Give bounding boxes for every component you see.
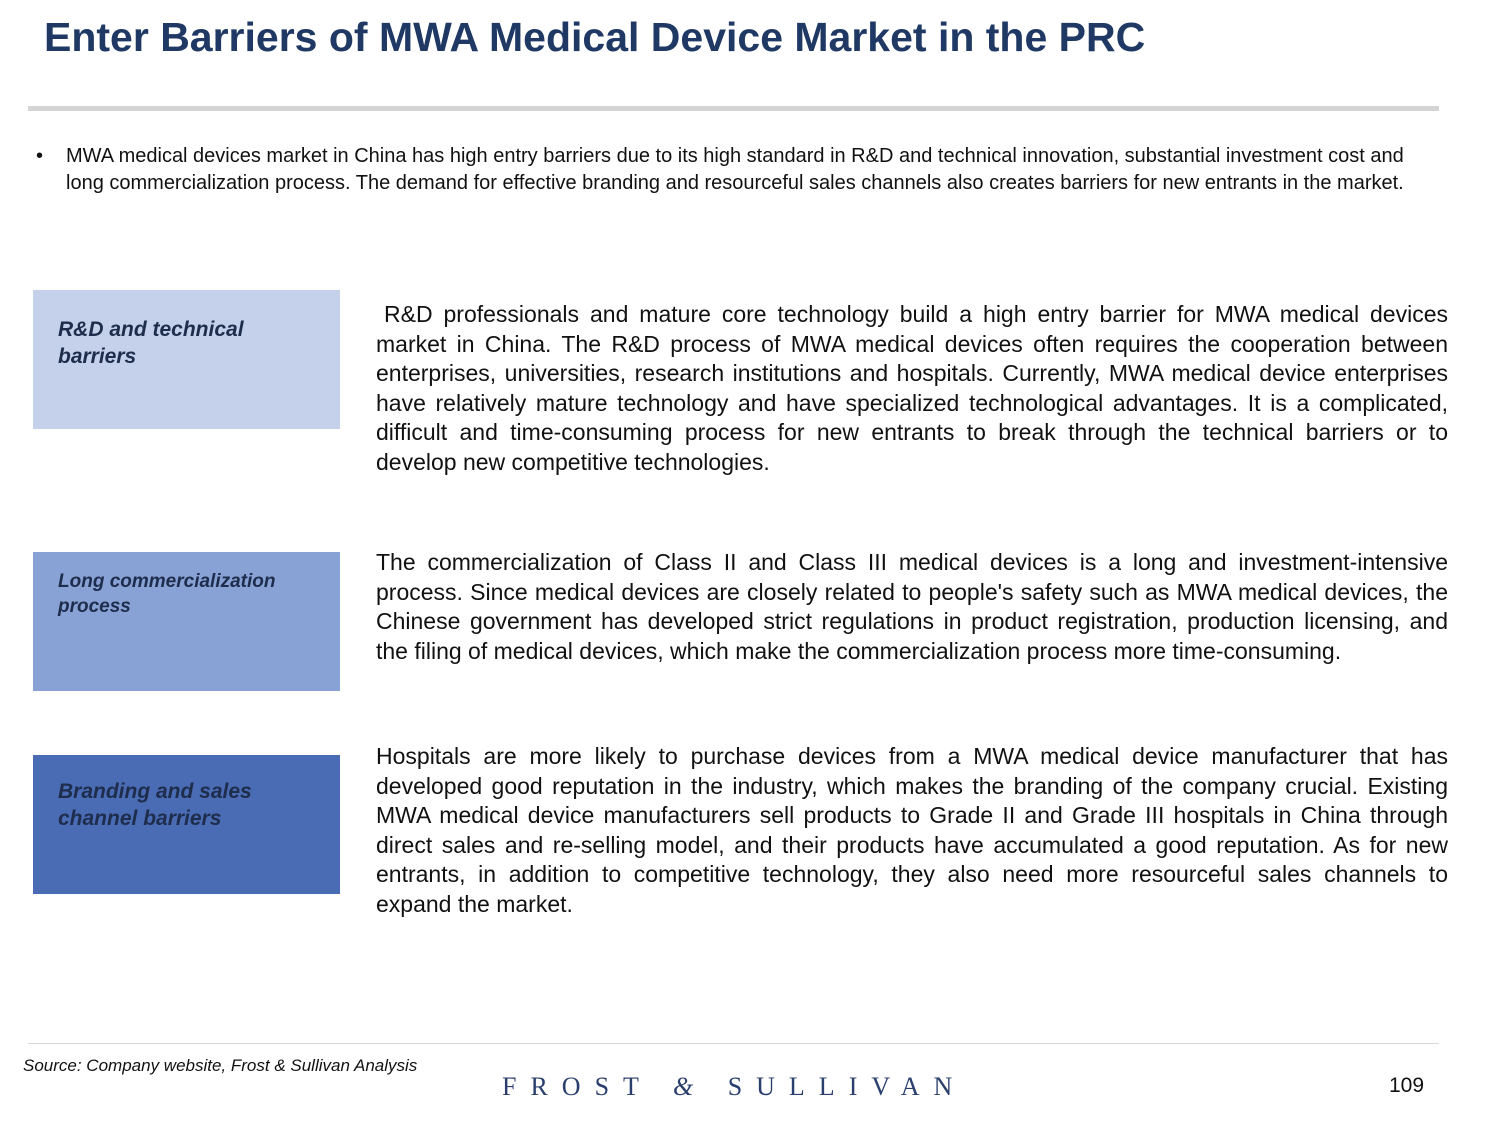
barrier-description-branding-sales: Hospitals are more likely to purchase devices from a MWA medical device manufacturer that has developed good reputation in the industry, which makes the branding of the company crucial. Existing MWA medical device manufacturers sell products to Grade II and Grade III hospitals in China through direct sales and re-selling model, and their products have accumulated a good reputation. As for new entrants, in addition to competitive technology, they also need more resourceful sales channels to expand the market. bbox=[376, 743, 1448, 917]
brand-ampersand: & bbox=[672, 1072, 708, 1101]
barrier-label-commercialization: Long commercialization process bbox=[33, 552, 340, 691]
intro-paragraph bbox=[36, 143, 1426, 197]
page-number: 109 bbox=[1389, 1074, 1425, 1097]
brand-word-sullivan: SULLIVAN bbox=[727, 1072, 967, 1101]
source-note: Source: Company website, Frost & Sullivan Analysis bbox=[23, 1056, 418, 1075]
barrier-label-rd-technical: R&D and technical barriers bbox=[33, 290, 340, 429]
frost-sullivan-logo bbox=[502, 1072, 966, 1102]
intro-text: MWA medical devices market in China has high entry barriers due to its high standard in R&D and technical innovation, substantial investment cost and long commercialization process. The demand for effective branding and resourceful sales channels also creates barriers for new entrants in the market. bbox=[66, 145, 1404, 194]
footer-divider bbox=[28, 1043, 1439, 1044]
page-title: Enter Barriers of MWA Medical Device Market in the PRC bbox=[44, 14, 1146, 60]
barrier-description-commercialization: The commercialization of Class II and Class III medical devices is a long and investment-intensive process. Since medical devices are closely related to people's safety such as MWA medical devices, the Chinese government has developed strict regulations in product registration, production licensing, and the filing of medical devices, which make the commercialization process more time-consuming. bbox=[376, 549, 1448, 664]
brand-word-frost: FROST bbox=[502, 1072, 653, 1101]
barrier-description-rd-technical: R&D professionals and mature core technology build a high entry barrier for MWA medical devices market in China. The R&D process of MWA medical devices often requires the cooperation between enterprises, universities, research institutions and hospitals. Currently, MWA medical device enterprises have relatively mature technology and have specialized technological advantages. It is a complicated, difficult and time-consuming process for new entrants to break through the technical barriers or to develop new competitive technologies. bbox=[376, 301, 1448, 475]
intro-bullet: • bbox=[36, 145, 44, 167]
barrier-label-branding-sales: Branding and sales channel barriers bbox=[33, 755, 340, 894]
title-divider bbox=[28, 106, 1439, 111]
